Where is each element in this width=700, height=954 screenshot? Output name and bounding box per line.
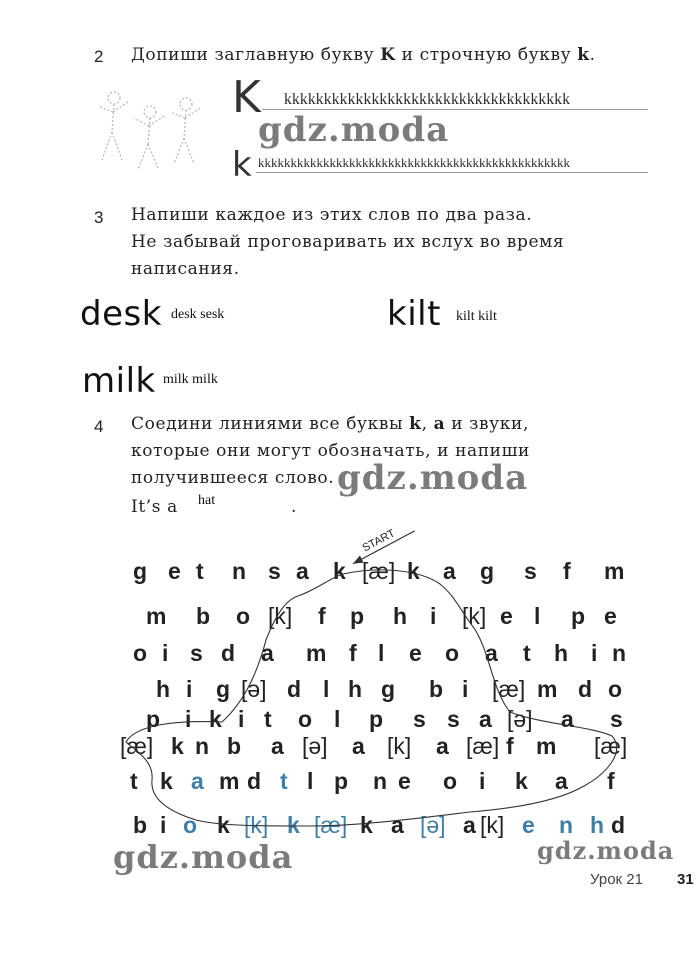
task4-bold-a: a bbox=[433, 414, 446, 434]
grid-letter: b bbox=[196, 603, 211, 629]
grid-letter: [æ] bbox=[314, 812, 348, 838]
grid-letter: a bbox=[479, 706, 492, 732]
watermark: gdz.moda bbox=[113, 838, 294, 876]
grid-letter: [ə] bbox=[507, 706, 533, 732]
task4-comma: , bbox=[421, 414, 434, 434]
watermark: gdz.moda bbox=[258, 110, 450, 150]
grid-letter: e bbox=[522, 812, 535, 838]
grid-letter: o bbox=[236, 603, 251, 629]
sentence-period: . bbox=[291, 497, 298, 517]
lowercase-k-practice-row: kkkkkkkkkkkkkkkkkkkkkkkkkkkkkkkkkkkkkkkkkkkkkkkk bbox=[258, 155, 570, 170]
grid-letter: n bbox=[612, 640, 627, 666]
grid-letter: k bbox=[360, 812, 373, 838]
grid-letter: s bbox=[610, 706, 623, 732]
grid-letter: g bbox=[133, 558, 148, 584]
grid-letter: m bbox=[219, 768, 240, 794]
task4-line-2: которые они могут обозначать, и напиши bbox=[131, 441, 530, 461]
grid-letter: g bbox=[480, 558, 495, 584]
task4-text-1: Соедини линиями все буквы bbox=[131, 414, 410, 434]
grid-letter: i bbox=[479, 768, 486, 794]
grid-letter: a bbox=[352, 733, 365, 759]
grid-letter: [æ] bbox=[120, 733, 154, 759]
task4-line-3: получившееся слово. bbox=[131, 468, 335, 488]
task4-text-2: и звуки, bbox=[445, 414, 529, 434]
grid-letter: b bbox=[227, 733, 242, 759]
grid-letter: f bbox=[506, 733, 514, 759]
grid-letter: [æ] bbox=[362, 558, 396, 584]
grid-letter: t bbox=[130, 768, 138, 794]
grid-letter: n bbox=[232, 558, 247, 584]
grid-letter: k bbox=[287, 812, 300, 838]
grid-letter: a bbox=[561, 706, 574, 732]
word-desk: desk bbox=[80, 294, 162, 334]
grid-letter: p bbox=[350, 603, 365, 629]
grid-letter: o bbox=[445, 640, 460, 666]
grid-letter: g bbox=[216, 676, 231, 702]
grid-letter: i bbox=[185, 706, 192, 732]
task2-number: 2 bbox=[94, 47, 104, 66]
answer-milk: milk milk bbox=[163, 372, 218, 387]
grid-letter: t bbox=[196, 558, 204, 584]
grid-letter: i bbox=[591, 640, 598, 666]
grid-letter: h bbox=[590, 812, 605, 838]
grid-letter: a bbox=[485, 640, 498, 666]
grid-letter: [k] bbox=[268, 603, 293, 629]
grid-letter: k bbox=[209, 706, 222, 732]
grid-letter: m bbox=[537, 676, 558, 702]
word-milk: milk bbox=[82, 361, 156, 401]
grid-letter: t bbox=[523, 640, 531, 666]
grid-letter: s bbox=[413, 706, 426, 732]
word-kilt: kilt bbox=[387, 294, 441, 334]
lesson-label: Урок 21 bbox=[590, 871, 643, 888]
grid-letter: d bbox=[611, 812, 626, 838]
grid-letter: g bbox=[381, 676, 396, 702]
grid-letter: k bbox=[407, 558, 420, 584]
answer-desk: desk sesk bbox=[171, 307, 225, 322]
grid-letter: d bbox=[221, 640, 236, 666]
grid-letter: i bbox=[430, 603, 437, 629]
grid-letter: n bbox=[559, 812, 574, 838]
grid-letter: n bbox=[195, 733, 210, 759]
grid-letter: [æ] bbox=[492, 676, 526, 702]
grid-letter: e bbox=[398, 768, 411, 794]
grid-letter: [k] bbox=[387, 733, 412, 759]
grid-letter: h bbox=[156, 676, 171, 702]
grid-letter: d bbox=[578, 676, 593, 702]
task2-bold-lower: k bbox=[577, 45, 590, 65]
capital-k-practice-row: kkkkkkkkkkkkkkkkkkkkkkkkkkkkkkkkkkkk bbox=[284, 91, 571, 108]
grid-letter: [k] bbox=[480, 812, 505, 838]
grid-letter: s bbox=[268, 558, 281, 584]
grid-letter: n bbox=[373, 768, 388, 794]
grid-letter: o bbox=[608, 676, 623, 702]
grid-letter: o bbox=[443, 768, 458, 794]
grid-letter: k bbox=[160, 768, 173, 794]
grid-letter: l bbox=[334, 706, 341, 732]
grid-letter: i bbox=[160, 812, 167, 838]
grid-letter: a bbox=[261, 640, 274, 666]
grid-letter: [ə] bbox=[302, 733, 328, 759]
grid-letter: h bbox=[554, 640, 569, 666]
its-a-label: It’s a bbox=[131, 497, 178, 517]
grid-letter: h bbox=[393, 603, 408, 629]
grid-letter: l bbox=[534, 603, 541, 629]
task4-number: 4 bbox=[94, 417, 104, 436]
grid-letter: o bbox=[183, 812, 198, 838]
grid-letter: p bbox=[571, 603, 586, 629]
capital-k-sample: K bbox=[232, 72, 261, 123]
grid-letter: k bbox=[333, 558, 346, 584]
task2-bold-capital: K bbox=[380, 45, 396, 65]
grid-letter: e bbox=[168, 558, 181, 584]
grid-letter: [k] bbox=[462, 603, 487, 629]
grid-letter: t bbox=[264, 706, 272, 732]
grid-letter: l bbox=[378, 640, 385, 666]
grid-letter: a bbox=[463, 812, 476, 838]
grid-letter: f bbox=[563, 558, 571, 584]
watermark: gdz.moda bbox=[337, 458, 529, 498]
grid-letter: d bbox=[287, 676, 302, 702]
task4-bold-k: k bbox=[409, 414, 422, 434]
grid-letter: l bbox=[323, 676, 330, 702]
grid-letter: k bbox=[515, 768, 528, 794]
grid-letter: f bbox=[318, 603, 326, 629]
grid-letter: [æ] bbox=[466, 733, 500, 759]
grid-letter: a bbox=[191, 768, 204, 794]
grid-letter: i bbox=[186, 676, 193, 702]
grid-letter: p bbox=[369, 706, 384, 732]
grid-letter: e bbox=[500, 603, 513, 629]
grid-letter: e bbox=[604, 603, 617, 629]
grid-letter: [ə] bbox=[420, 812, 446, 838]
grid-letter: i bbox=[162, 640, 169, 666]
grid-letter: b bbox=[133, 812, 148, 838]
grid-letter: [æ] bbox=[594, 733, 628, 759]
grid-letter: f bbox=[349, 640, 357, 666]
grid-letter: [ə] bbox=[241, 676, 267, 702]
grid-letter: m bbox=[306, 640, 327, 666]
grid-letter: a bbox=[296, 558, 309, 584]
page-number: 31 bbox=[677, 871, 694, 888]
grid-letter: i bbox=[462, 676, 469, 702]
grid-letter: a bbox=[271, 733, 284, 759]
grid-letter: m bbox=[604, 558, 625, 584]
task3-line-1: Напиши каждое из этих слов по два раза. bbox=[131, 205, 533, 225]
grid-letter: d bbox=[247, 768, 262, 794]
grid-letter: k bbox=[217, 812, 230, 838]
grid-letter: m bbox=[146, 603, 167, 629]
watermark: gdz.moda bbox=[537, 836, 675, 865]
grid-letter: a bbox=[443, 558, 456, 584]
grid-letter: s bbox=[447, 706, 460, 732]
answer-kilt: kilt kilt bbox=[456, 309, 497, 324]
grid-letter: b bbox=[429, 676, 444, 702]
grid-letter: p bbox=[146, 706, 161, 732]
grid-letter: o bbox=[298, 706, 313, 732]
grid-letter: [k] bbox=[244, 812, 269, 838]
answer-hat: hat bbox=[198, 493, 216, 508]
grid-letter: s bbox=[524, 558, 537, 584]
task3-number: 3 bbox=[94, 208, 104, 227]
grid-letter: a bbox=[436, 733, 449, 759]
grid-letter: t bbox=[280, 768, 288, 794]
grid-letter: a bbox=[555, 768, 568, 794]
grid-letter: o bbox=[133, 640, 148, 666]
task2-text-3: . bbox=[589, 45, 596, 65]
grid-letter: f bbox=[607, 768, 615, 794]
grid-letter: e bbox=[409, 640, 422, 666]
task3-line-3: написания. bbox=[131, 259, 240, 279]
task2-text-1: Допиши заглавную букву bbox=[131, 45, 381, 65]
grid-letter: h bbox=[348, 676, 363, 702]
grid-letter: p bbox=[334, 768, 349, 794]
lowercase-k-sample: k bbox=[232, 145, 252, 185]
start-label: START bbox=[360, 527, 398, 555]
task2-text-2: и строчную букву bbox=[395, 45, 578, 65]
grid-letter: m bbox=[536, 733, 557, 759]
task3-line-2: Не забывай проговаривать их вслух во время bbox=[131, 232, 565, 252]
grid-letter: l bbox=[307, 768, 314, 794]
grid-letter: a bbox=[391, 812, 404, 838]
grid-letter: s bbox=[190, 640, 203, 666]
grid-letter: k bbox=[171, 733, 184, 759]
grid-letter: i bbox=[238, 706, 245, 732]
